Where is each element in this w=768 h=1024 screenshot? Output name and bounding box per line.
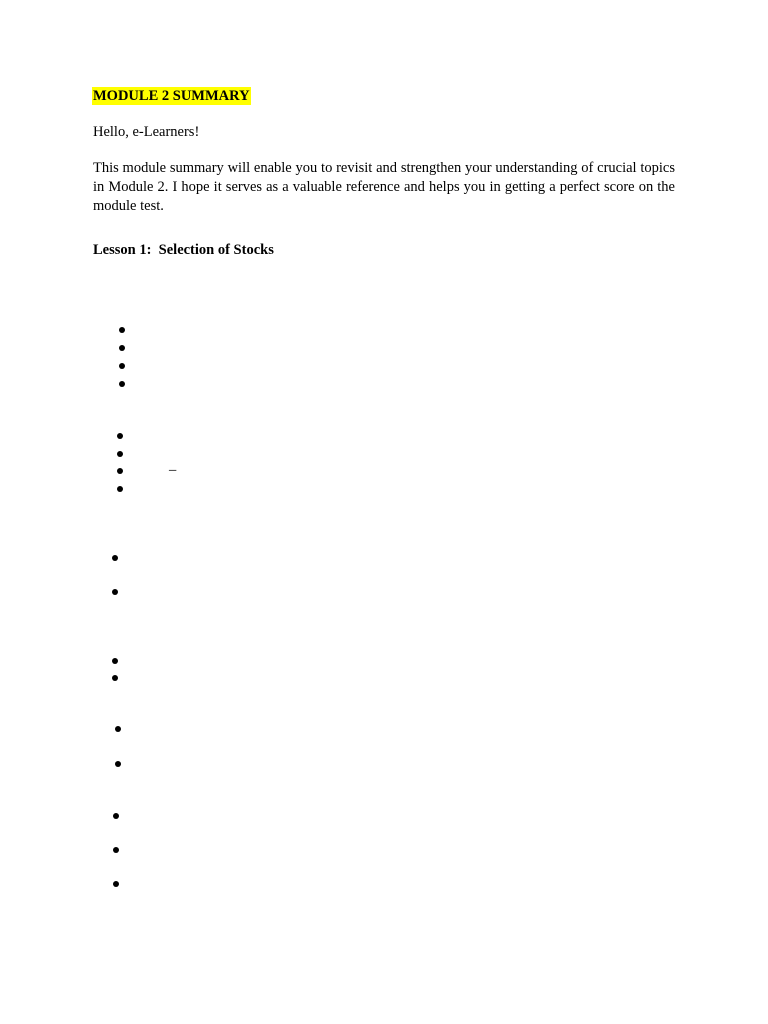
bullet-point [112, 555, 118, 561]
greeting-text: Hello, e-Learners! [93, 124, 200, 140]
dash-mark: – [169, 462, 177, 478]
lesson-heading: Lesson 1: Selection of Stocks [93, 242, 274, 258]
bullet-point [119, 327, 125, 333]
module-title: MODULE 2 SUMMARY [93, 88, 250, 104]
intro-paragraph: This module summary will enable you to revisit and strengthen your understanding of crucial topics in Module 2. I hope it serves as a valuable reference and helps you in getting a perfect score on the module test. [93, 160, 675, 214]
bullet-point [113, 847, 119, 853]
bullet-point [119, 345, 125, 351]
bullet-point [117, 486, 123, 492]
bullet-point [112, 675, 118, 681]
bullet-point [113, 813, 119, 819]
bullet-point [112, 658, 118, 664]
bullet-point [117, 433, 123, 439]
bullet-point [119, 381, 125, 387]
bullet-point [119, 363, 125, 369]
bullet-point [113, 881, 119, 887]
bullet-point [117, 451, 123, 457]
bullet-point [115, 761, 121, 767]
bullet-point [112, 589, 118, 595]
bullet-point [117, 468, 123, 474]
bullet-point [115, 726, 121, 732]
